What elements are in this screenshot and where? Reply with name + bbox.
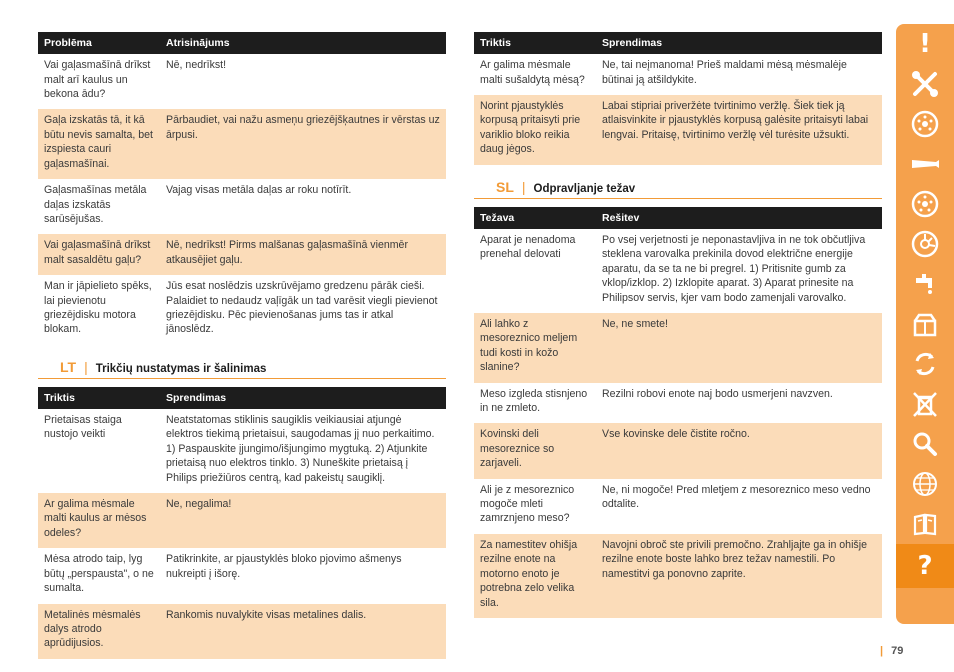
globe-icon (910, 469, 940, 499)
solution-cell: Rezilni robovi enote naj bodo usmerjeni navzven. (596, 383, 882, 424)
problem-cell: Mėsa atrodo taip, lyg būtų „perspausta", o ne sumalta. (38, 548, 160, 603)
table-row (38, 548, 446, 603)
magnifier-icon (910, 429, 940, 459)
problem-cell: Gaļasmašīnas metāla daļas izskatās sarūsējušas. (38, 179, 160, 234)
problem-cell: Aparat je nenadoma prenehal delovati (474, 229, 596, 313)
table-row (38, 54, 446, 109)
question-icon: ? (917, 551, 933, 581)
solution-cell: Patikrinkite, ar pjaustyklės bloko pjovimo ašmenys nukreipti į išorę. (160, 548, 446, 603)
disc-icon (910, 229, 940, 259)
column-header-problem: Triktis (474, 32, 596, 54)
solution-cell: Vse kovinske dele čistite ročno. (596, 423, 882, 478)
column-header-solution: Sprendimas (160, 387, 446, 409)
tap-icon (910, 269, 940, 299)
pusher-icon (908, 149, 942, 179)
bin-icon (910, 389, 940, 419)
column-header-problem: Triktis (38, 387, 160, 409)
disc-icon (910, 189, 940, 219)
section-title: Trikčių nustatymas ir šalinimas (95, 362, 267, 375)
sidebar-tab-environment[interactable] (896, 384, 954, 424)
column-header-solution: Sprendimas (596, 32, 882, 54)
sidebar-tab-search[interactable] (896, 424, 954, 464)
right-column (474, 32, 882, 618)
problem-cell: Vai gaļasmašīnā drīkst malt sasaldētu gaļu? (38, 234, 160, 275)
table-row (38, 493, 446, 548)
recycle-icon (910, 349, 940, 379)
heading-divider: | (521, 179, 526, 196)
problem-cell: Za namestitev ohišja rezilne enote na motorno enoto je potrebna zelo velika sila. (474, 534, 596, 618)
tools-icon (910, 69, 940, 99)
solution-cell: Vajag visas metāla daļas ar roku notīrīt. (160, 179, 446, 234)
sidebar-tab-guarantee[interactable] (896, 464, 954, 504)
problem-cell: Ali je z mesoreznico mogoče mleti zamrznjeno meso? (474, 479, 596, 534)
problem-cell: Ali lahko z mesoreznico meljem tudi kosti in kožo slanine? (474, 313, 596, 383)
sl-troubleshooting-table (474, 207, 882, 618)
lv-troubleshooting-table (38, 32, 446, 345)
table-row (474, 423, 882, 478)
table-row (38, 409, 446, 493)
problem-cell: Metalinės mėsmalės dalys atrodo aprūdijusios. (38, 604, 160, 659)
problem-cell: Meso izgleda stisnjeno in ne zmleto. (474, 383, 596, 424)
table-row (474, 95, 882, 165)
sidebar-tab-replacement[interactable] (896, 344, 954, 384)
column-header-problem: Problēma (38, 32, 160, 54)
page-number (880, 645, 903, 657)
exclamation-icon: ! (919, 29, 931, 59)
table-row (474, 54, 882, 95)
table-row (474, 313, 882, 383)
language-code: LT (60, 359, 77, 376)
solution-cell: Pārbaudiet, vai nažu asmeņu griezējšķautnes ir vērstas uz ārpusi. (160, 109, 446, 179)
table-row (38, 179, 446, 234)
column-header-solution: Atrisinājums (160, 32, 446, 54)
solution-cell: Jūs esat noslēdzis uzskrūvējamo gredzenu pārāk cieši. Palaidiet to nedaudz vaļīgāk un tad varēsit viegli pievienot griezējdisku. Pēc pievienošanas jums tas ir atkal jānoslēdz. (160, 275, 446, 345)
sidebar-tab-recipes[interactable] (896, 504, 954, 544)
solution-cell: Nē, nedrīkst! (160, 54, 446, 109)
solution-cell: Labai stipriai priveržėte tvirtinimo veržlę. Šiek tiek ją atlaisvinkite ir pjaustyklės korpusą galėsite pritaisyti labai lengvai. Pritaisę, tvirtinimo veržlę vėl turėsite užsukti. (596, 95, 882, 165)
heading-divider: | (84, 359, 88, 376)
sidebar-tab-disc-2[interactable] (896, 184, 954, 224)
table-row (38, 604, 446, 659)
sidebar-tab-storage[interactable] (896, 304, 954, 344)
problem-cell: Kovinski deli mesoreznice so zarjaveli. (474, 423, 596, 478)
problem-cell: Gaļa izskatās tā, it kā būtu nevis samalta, bet izspiesta cauri gaļasmašīnai. (38, 109, 160, 179)
sidebar-tab-cleaning[interactable] (896, 264, 954, 304)
sidebar-tab-tools[interactable] (896, 64, 954, 104)
solution-cell: Ne, ne smete! (596, 313, 882, 383)
solution-cell: Po vsej verjetnosti je neponastavljiva in ne tok občutljiva steklena varovalka prekinila dovod električne energije aparatu, da se ta ne bi pregrel. 1) Pritisnite gumb za vklop/izklop. 2) Izklopite aparat. 3) Aparat prinesite na Philipsov servis, kjer vam bodo zamenjali varovalko. (596, 229, 882, 313)
sidebar-tab-important[interactable] (896, 24, 954, 64)
page-number-value: 79 (891, 645, 904, 657)
table-header (38, 387, 446, 409)
table-row (38, 109, 446, 179)
table-row (38, 234, 446, 275)
solution-cell: Rankomis nuvalykite visas metalines dalis. (160, 604, 446, 659)
lt-troubleshooting-table-continued (474, 32, 882, 165)
page-number-divider: | (880, 645, 884, 657)
solution-cell: Ne, negalima! (160, 493, 446, 548)
solution-cell: Nē, nedrīkst! Pirms malšanas gaļasmašīnā vienmēr atkausējiet gaļu. (160, 234, 446, 275)
column-header-problem: Težava (474, 207, 596, 229)
problem-cell: Ar galima mėsmale malti kaulus ar mėsos odeles? (38, 493, 160, 548)
chapter-sidebar (896, 24, 954, 624)
solution-cell: Neatstatomas stiklinis saugiklis veikiausiai atjungė elektros tiekimą prietaisui, saugodamas jį nuo perkaitimo. 1) Paspauskite įjungimo/išjungimo mygtuką. 2) Atjunkite prietaisą nuo elektros tinklo. 3) Nuneškite prietaisą į Philips priežiūros centrą, kad pakeistų saugiklį. (160, 409, 446, 493)
problem-cell: Prietaisas staiga nustojo veikti (38, 409, 160, 493)
language-code: SL (496, 179, 514, 196)
disc-icon (910, 109, 940, 139)
sidebar-tab-disc[interactable] (896, 104, 954, 144)
package-icon (910, 309, 940, 339)
section-title: Odpravljanje težav (533, 182, 636, 195)
problem-cell: Man ir jāpielieto spēks, lai pievienotu griezējdisku motora blokam. (38, 275, 160, 345)
table-row (474, 479, 882, 534)
table-header (474, 207, 882, 229)
column-header-solution: Rešitev (596, 207, 882, 229)
solution-cell: Navojni obroč ste privili premočno. Zrahljajte ga in ohišje rezilne enote boste lahko brez težav namestili. Po namestitvi ga ponovno zaprite. (596, 534, 882, 618)
solution-cell: Ne, ni mogoče! Pred mletjem z mesoreznico meso vedno odtalite. (596, 479, 882, 534)
left-column (38, 32, 446, 659)
table-row (38, 275, 446, 345)
sl-section-heading (474, 177, 882, 199)
lt-troubleshooting-table (38, 387, 446, 659)
sidebar-tab-troubleshooting[interactable] (896, 544, 954, 588)
problem-cell: Norint pjaustyklės korpusą pritaisyti prie variklio bloko reikia daug jėgos. (474, 95, 596, 165)
table-row (474, 534, 882, 618)
sidebar-tab-disc-3[interactable] (896, 224, 954, 264)
book-icon (910, 509, 940, 539)
table-header (474, 32, 882, 54)
table-header (38, 32, 446, 54)
lt-section-heading (38, 357, 446, 379)
solution-cell: Ne, tai neįmanoma! Prieš maldami mėsą mėsmalėje būtinai ją atšildykite. (596, 54, 882, 95)
table-row (474, 383, 882, 424)
table-row (474, 229, 882, 313)
sidebar-tab-pusher[interactable] (896, 144, 954, 184)
problem-cell: Ar galima mėsmale malti sušaldytą mėsą? (474, 54, 596, 95)
problem-cell: Vai gaļasmašīnā drīkst malt arī kaulus un bekona ādu? (38, 54, 160, 109)
